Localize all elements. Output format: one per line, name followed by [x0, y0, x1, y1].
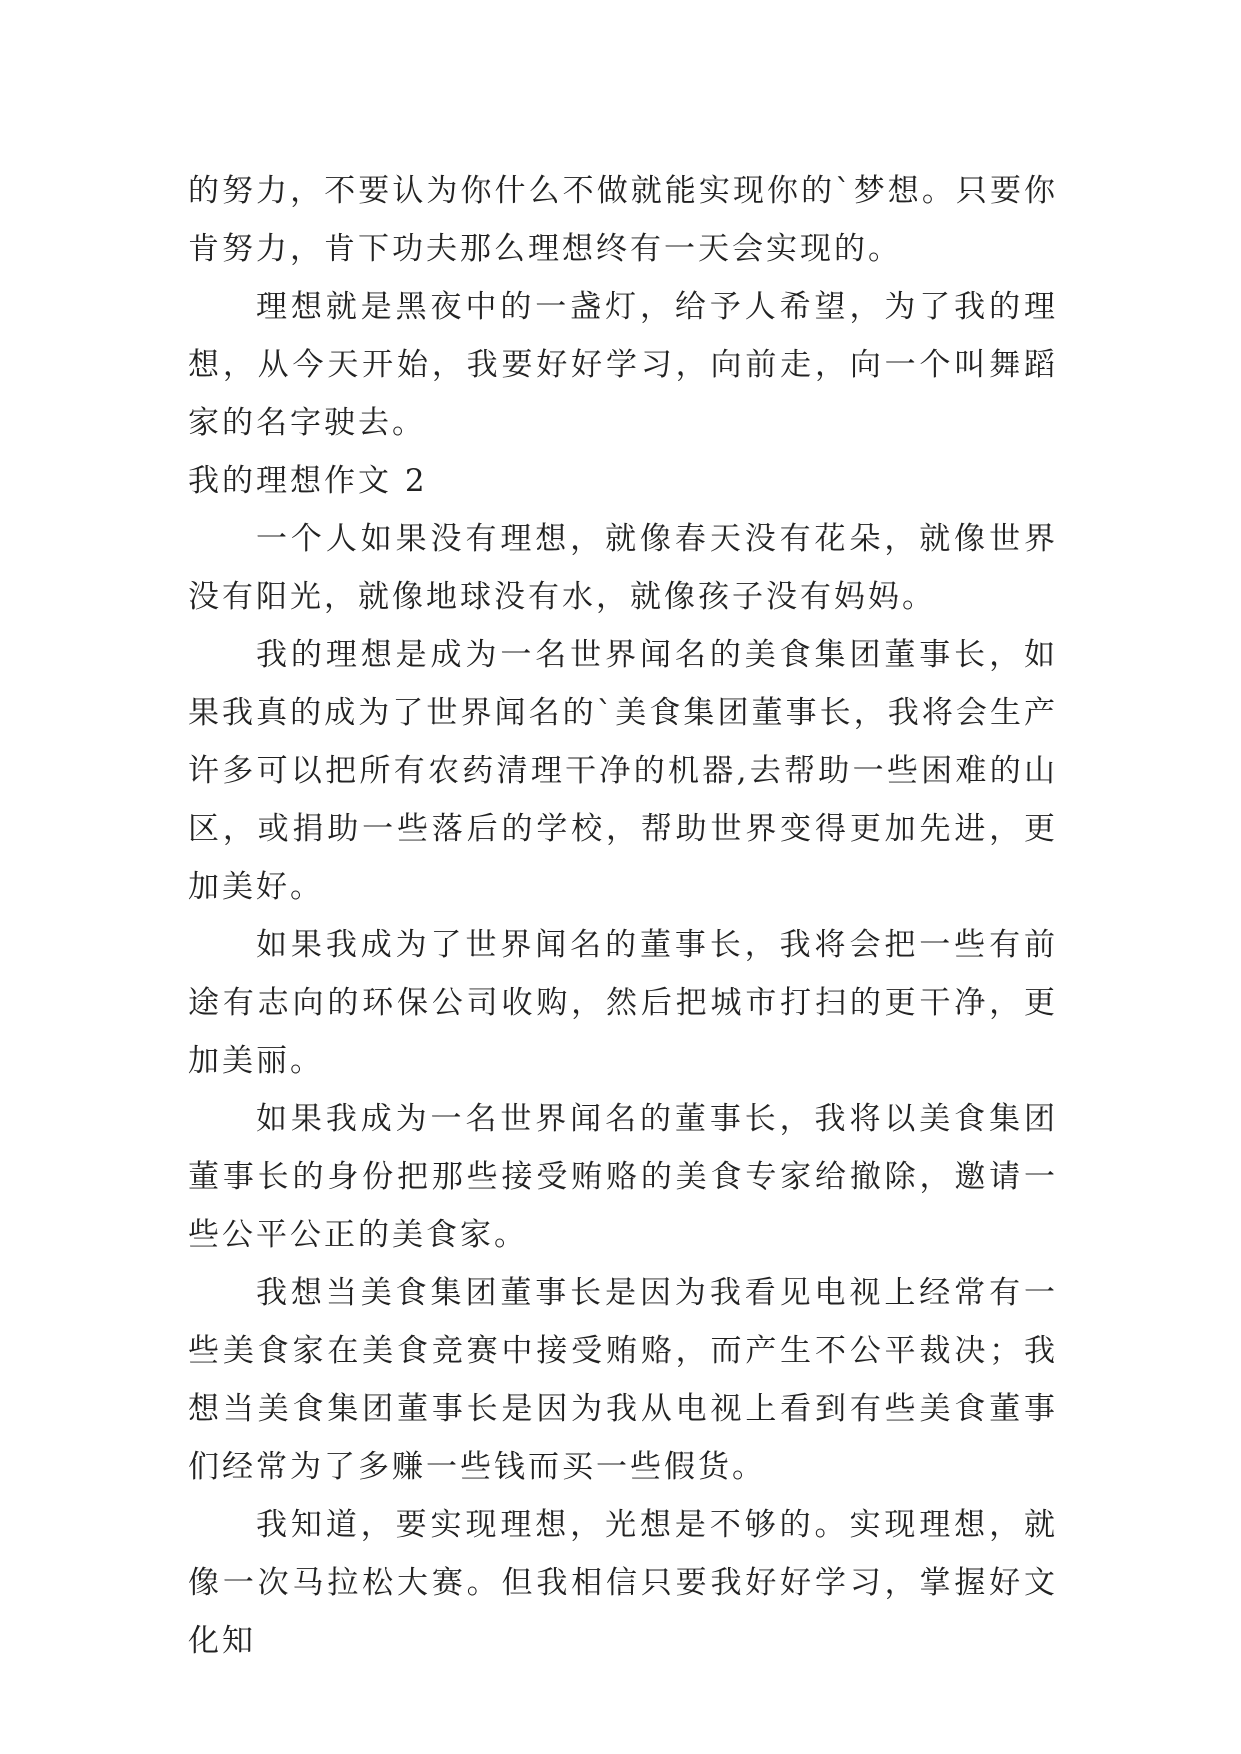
section-heading: 我的理想作文 2	[188, 463, 428, 499]
paragraph-1: 的努力，不要认为你什么不做就能实现你的`梦想。只要你肯努力，肯下功夫那么理想终有一天会实现的。	[188, 173, 1058, 267]
paragraph-3: 一个人如果没有理想，就像春天没有花朵，就像世界没有阳光，就像地球没有水，就像孩子没有妈妈。	[188, 521, 1058, 615]
paragraph-5: 如果我成为了世界闻名的董事长，我将会把一些有前途有志向的环保公司收购，然后把城市打扫的更干净，更加美丽。	[188, 927, 1058, 1079]
paragraph-4: 我的理想是成为一名世界闻名的美食集团董事长，如果我真的成为了世界闻名的`美食集团董事长，我将会生产许多可以把所有农药清理干净的机器,去帮助一些困难的山区，或捐助一些落后的学校，帮助世界变得更加先进，更加美好。	[188, 637, 1058, 905]
paragraph-7: 我想当美食集团董事长是因为我看见电视上经常有一些美食家在美食竞赛中接受贿赂，而产生不公平裁决；我想当美食集团董事长是因为我从电视上看到有些美食董事们经常为了多赚一些钱而买一些假货。	[188, 1275, 1058, 1485]
document-body	[188, 162, 1058, 1670]
paragraph-2: 理想就是黑夜中的一盏灯，给予人希望，为了我的理想，从今天开始，我要好好学习，向前走，向一个叫舞蹈家的名字驶去。	[188, 289, 1058, 441]
paragraph-6: 如果我成为一名世界闻名的董事长，我将以美食集团董事长的身份把那些接受贿赂的美食专家给撤除，邀请一些公平公正的美食家。	[188, 1101, 1058, 1253]
paragraph-8: 我知道，要实现理想，光想是不够的。实现理想，就像一次马拉松大赛。但我相信只要我好好学习，掌握好文化知	[188, 1507, 1058, 1659]
